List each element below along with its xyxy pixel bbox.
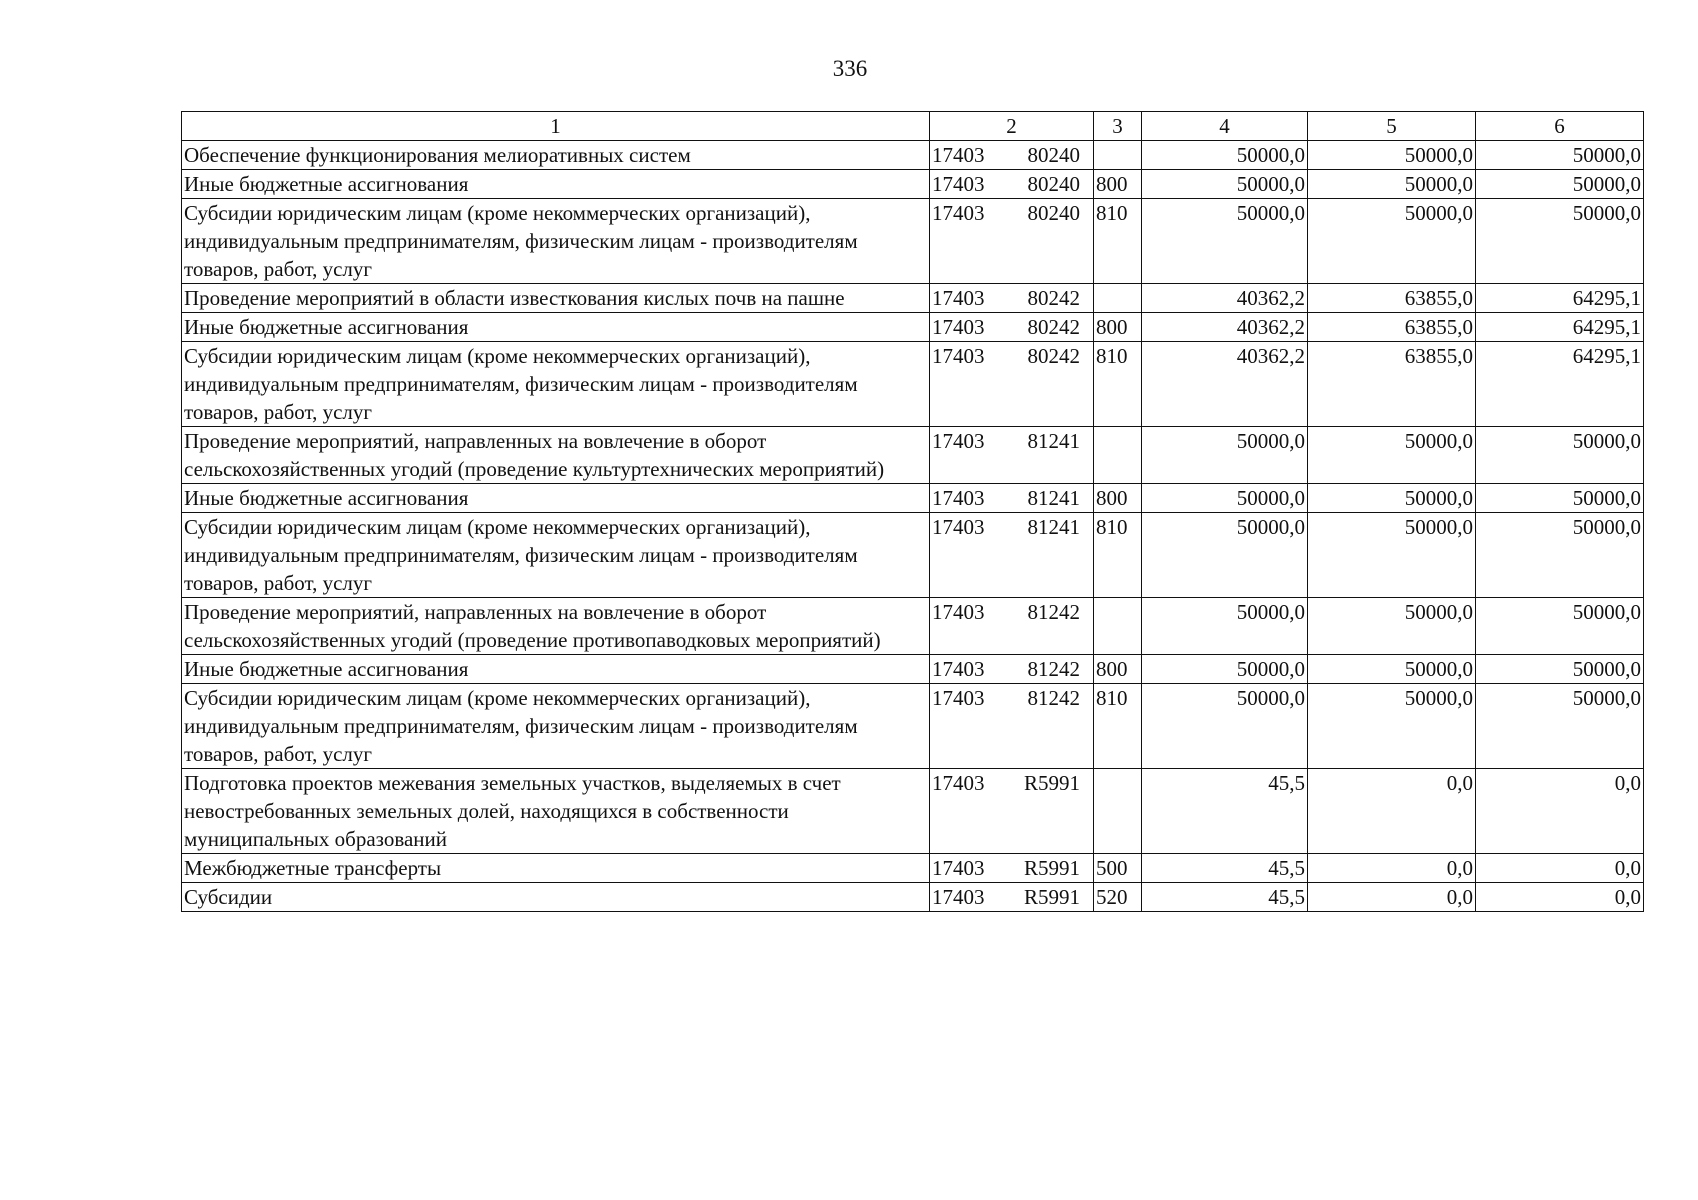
table-row — [182, 141, 1644, 170]
direction-code: 81241 — [1027, 429, 1080, 453]
row-expense-type: 810 — [1094, 684, 1142, 769]
row-amount-3: 50000,0 — [1476, 513, 1644, 598]
row-target-code — [930, 141, 1094, 170]
direction-code: R5991 — [1023, 771, 1080, 795]
row-amount-1: 40362,2 — [1142, 342, 1308, 427]
row-target-code — [930, 427, 1094, 484]
direction-code: R5991 — [1023, 856, 1080, 880]
row-expense-type: 810 — [1094, 199, 1142, 284]
program-code: 17403 — [932, 657, 985, 681]
direction-code: 80240 — [1027, 172, 1080, 196]
column-header-6: 6 — [1476, 112, 1644, 141]
direction-code: 81241 — [1027, 515, 1080, 539]
row-expense-type: 500 — [1094, 854, 1142, 883]
column-header-2: 2 — [930, 112, 1094, 141]
row-amount-1: 40362,2 — [1142, 284, 1308, 313]
row-amount-3: 64295,1 — [1476, 284, 1644, 313]
program-code: 17403 — [932, 143, 985, 167]
row-expense-type — [1094, 141, 1142, 170]
direction-code: 80242 — [1027, 315, 1080, 339]
program-code: 17403 — [932, 885, 985, 909]
row-amount-2: 0,0 — [1308, 883, 1476, 912]
direction-code: 81242 — [1027, 686, 1080, 710]
row-target-code — [930, 769, 1094, 854]
row-amount-1: 45,5 — [1142, 854, 1308, 883]
row-expense-type — [1094, 769, 1142, 854]
row-amount-1: 50000,0 — [1142, 655, 1308, 684]
row-amount-2: 0,0 — [1308, 769, 1476, 854]
row-expense-type: 520 — [1094, 883, 1142, 912]
row-amount-1: 50000,0 — [1142, 513, 1308, 598]
row-target-code — [930, 170, 1094, 199]
row-amount-2: 50000,0 — [1308, 199, 1476, 284]
row-amount-2: 50000,0 — [1308, 513, 1476, 598]
program-code: 17403 — [932, 201, 985, 225]
program-code: 17403 — [932, 600, 985, 624]
direction-code: 80242 — [1027, 344, 1080, 368]
row-amount-2: 50000,0 — [1308, 170, 1476, 199]
table-row — [182, 199, 1644, 284]
row-amount-2: 0,0 — [1308, 854, 1476, 883]
header-row — [182, 112, 1644, 141]
row-name: Субсидии юридическим лицам (кроме некоммерческих организаций), индивидуальным предпринимателям, физическим лицам - производителям товаров, работ, услуг — [182, 342, 930, 427]
row-expense-type: 800 — [1094, 484, 1142, 513]
table-row — [182, 342, 1644, 427]
row-amount-1: 50000,0 — [1142, 684, 1308, 769]
row-expense-type — [1094, 284, 1142, 313]
column-header-4: 4 — [1142, 112, 1308, 141]
row-name: Субсидии юридическим лицам (кроме некоммерческих организаций), индивидуальным предпринимателям, физическим лицам - производителям товаров, работ, услуг — [182, 199, 930, 284]
row-amount-1: 50000,0 — [1142, 484, 1308, 513]
table-row — [182, 598, 1644, 655]
table-row — [182, 655, 1644, 684]
row-name: Проведение мероприятий, направленных на вовлечение в оборот сельскохозяйственных угодий (проведение противопаводковых мероприятий) — [182, 598, 930, 655]
program-code: 17403 — [932, 856, 985, 880]
row-expense-type: 810 — [1094, 342, 1142, 427]
program-code: 17403 — [932, 486, 985, 510]
page-number: 336 — [832, 56, 868, 81]
row-amount-2: 50000,0 — [1308, 684, 1476, 769]
row-name: Иные бюджетные ассигнования — [182, 313, 930, 342]
direction-code: 81242 — [1027, 657, 1080, 681]
table-row — [182, 284, 1644, 313]
row-target-code — [930, 655, 1094, 684]
row-amount-2: 50000,0 — [1308, 655, 1476, 684]
row-target-code — [930, 598, 1094, 655]
program-code: 17403 — [932, 172, 985, 196]
row-expense-type — [1094, 427, 1142, 484]
program-code: 17403 — [932, 429, 985, 453]
column-header-5: 5 — [1308, 112, 1476, 141]
row-name: Иные бюджетные ассигнования — [182, 655, 930, 684]
row-amount-2: 63855,0 — [1308, 284, 1476, 313]
row-target-code — [930, 484, 1094, 513]
row-amount-1: 40362,2 — [1142, 313, 1308, 342]
direction-code: R5991 — [1023, 885, 1080, 909]
row-amount-2: 63855,0 — [1308, 313, 1476, 342]
row-amount-3: 50000,0 — [1476, 684, 1644, 769]
budget-table — [181, 111, 1644, 912]
row-amount-2: 50000,0 — [1308, 427, 1476, 484]
table-row — [182, 513, 1644, 598]
row-target-code — [930, 684, 1094, 769]
row-target-code — [930, 313, 1094, 342]
row-amount-1: 50000,0 — [1142, 170, 1308, 199]
row-name: Иные бюджетные ассигнования — [182, 170, 930, 199]
table-row — [182, 854, 1644, 883]
direction-code: 80242 — [1027, 286, 1080, 310]
row-amount-3: 64295,1 — [1476, 313, 1644, 342]
direction-code: 80240 — [1027, 201, 1080, 225]
table-body — [182, 141, 1644, 912]
program-code: 17403 — [932, 686, 985, 710]
direction-code: 81241 — [1027, 486, 1080, 510]
row-name: Проведение мероприятий в области известкования кислых почв на пашне — [182, 284, 930, 313]
row-amount-3: 50000,0 — [1476, 655, 1644, 684]
direction-code: 81242 — [1027, 600, 1080, 624]
row-expense-type — [1094, 598, 1142, 655]
row-amount-2: 50000,0 — [1308, 598, 1476, 655]
row-name: Субсидии юридическим лицам (кроме некоммерческих организаций), индивидуальным предпринимателям, физическим лицам - производителям товаров, работ, услуг — [182, 684, 930, 769]
row-expense-type: 800 — [1094, 313, 1142, 342]
row-amount-3: 0,0 — [1476, 883, 1644, 912]
column-header-1: 1 — [182, 112, 930, 141]
row-amount-1: 45,5 — [1142, 769, 1308, 854]
column-header-3: 3 — [1094, 112, 1142, 141]
row-amount-3: 50000,0 — [1476, 484, 1644, 513]
row-name: Субсидии юридическим лицам (кроме некоммерческих организаций), индивидуальным предпринимателям, физическим лицам - производителям товаров, работ, услуг — [182, 513, 930, 598]
table-row — [182, 883, 1644, 912]
row-amount-1: 45,5 — [1142, 883, 1308, 912]
row-amount-3: 50000,0 — [1476, 170, 1644, 199]
table-header — [182, 112, 1644, 141]
row-name: Обеспечение функционирования мелиоративных систем — [182, 141, 930, 170]
program-code: 17403 — [932, 515, 985, 539]
row-name: Межбюджетные трансферты — [182, 854, 930, 883]
program-code: 17403 — [932, 286, 985, 310]
table-row — [182, 684, 1644, 769]
table-row — [182, 484, 1644, 513]
row-amount-3: 0,0 — [1476, 854, 1644, 883]
program-code: 17403 — [932, 315, 985, 339]
row-name: Субсидии — [182, 883, 930, 912]
table-row — [182, 427, 1644, 484]
row-expense-type: 810 — [1094, 513, 1142, 598]
row-amount-1: 50000,0 — [1142, 427, 1308, 484]
row-amount-1: 50000,0 — [1142, 141, 1308, 170]
row-amount-3: 50000,0 — [1476, 427, 1644, 484]
row-target-code — [930, 199, 1094, 284]
row-amount-1: 50000,0 — [1142, 199, 1308, 284]
row-name: Подготовка проектов межевания земельных участков, выделяемых в счет невостребованных земельных долей, находящихся в собственности муниципальных образований — [182, 769, 930, 854]
table-row — [182, 170, 1644, 199]
program-code: 17403 — [932, 344, 985, 368]
row-expense-type: 800 — [1094, 655, 1142, 684]
row-amount-2: 63855,0 — [1308, 342, 1476, 427]
row-amount-1: 50000,0 — [1142, 598, 1308, 655]
row-amount-3: 50000,0 — [1476, 598, 1644, 655]
row-name: Иные бюджетные ассигнования — [182, 484, 930, 513]
row-amount-2: 50000,0 — [1308, 484, 1476, 513]
row-target-code — [930, 513, 1094, 598]
direction-code: 80240 — [1027, 143, 1080, 167]
row-amount-3: 50000,0 — [1476, 141, 1644, 170]
row-target-code — [930, 284, 1094, 313]
row-target-code — [930, 342, 1094, 427]
row-amount-3: 50000,0 — [1476, 199, 1644, 284]
table-row — [182, 313, 1644, 342]
row-expense-type: 800 — [1094, 170, 1142, 199]
program-code: 17403 — [932, 771, 985, 795]
row-target-code — [930, 854, 1094, 883]
row-target-code — [930, 883, 1094, 912]
row-amount-3: 64295,1 — [1476, 342, 1644, 427]
table-row — [182, 769, 1644, 854]
row-amount-2: 50000,0 — [1308, 141, 1476, 170]
row-name: Проведение мероприятий, направленных на вовлечение в оборот сельскохозяйственных угодий (проведение культуртехнических мероприятий) — [182, 427, 930, 484]
row-amount-3: 0,0 — [1476, 769, 1644, 854]
